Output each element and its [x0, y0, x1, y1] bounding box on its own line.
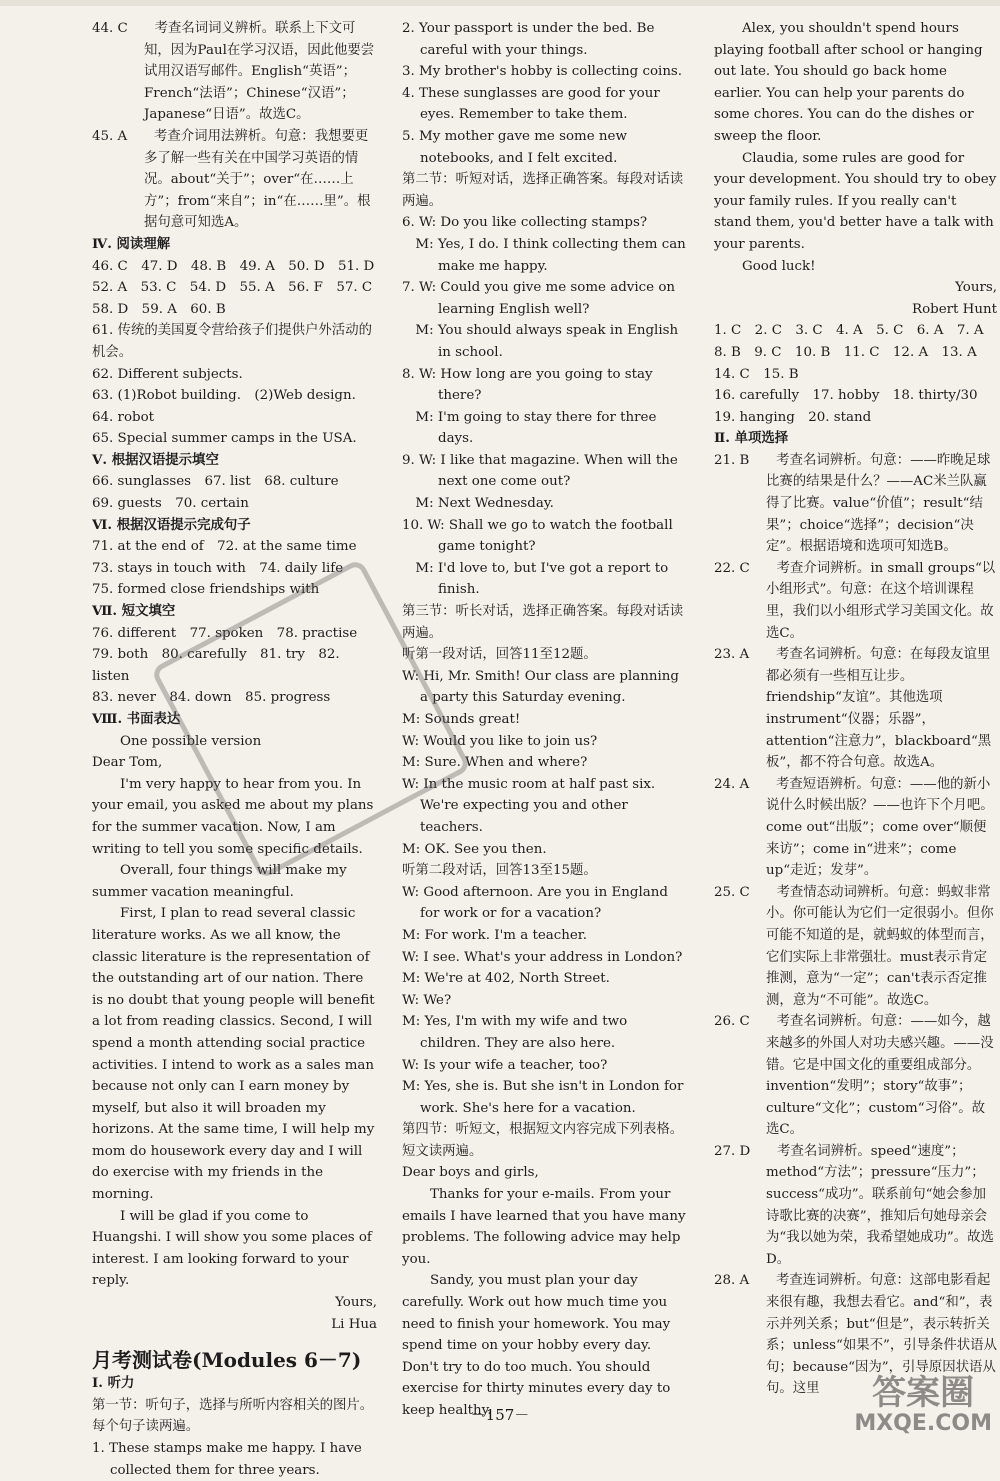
text-line: M: I'm going to stay there for three days. — [402, 409, 657, 447]
text-line: Ⅴ. 根据汉语提示填空 — [92, 451, 219, 468]
text-line: 71. at the end of 72. at the same time — [92, 539, 357, 555]
text-line: 19. hanging 20. stand — [714, 409, 872, 425]
text-line: 24. A 考查短语辨析。句意：——他的新小说什么时候出版？——也许下个月吧。come out“出版”；come over“顺便来访”；come in“进来”；come up“走近；发芽”。 — [714, 776, 994, 879]
text-line: 63. (1)Robot building. (2)Web design. — [92, 388, 356, 404]
text-line: 6. W: Do you like collecting stamps? — [402, 215, 648, 231]
text-line: 8. W: How long are you going to stay there? — [402, 366, 653, 404]
text-line: 64. robot — [92, 409, 155, 425]
scan-edge — [0, 0, 1000, 6]
text-line: 65. Special summer camps in the USA. — [92, 431, 357, 447]
text-line: 61. 传统的美国夏令营给孩子们提供户外活动的机会。 — [92, 323, 372, 360]
text-line: W: Is your wife a teacher, too? — [402, 1057, 608, 1073]
text-line: 69. guests 70. certain — [92, 496, 249, 512]
text-line: 月考测试卷(Modules 6－7) — [92, 1348, 362, 1373]
text-line: 52. A 53. C 54. D 55. A 56. F 57. C — [92, 280, 373, 296]
text-line: First, I plan to read several classic literature works. As we all know, the classic literature is the representation of the outstanding art of our nation. There is no doubt that young people will benefit a lot from reading classics. Second, I will spend a month attending social practice activities. I intend to work as a sales man because not only can I earn money by myself, but also it will broaden my horizons. At the same time, I will help my mom do housework every day and I will do exercise with my friends in the morning. — [92, 906, 375, 1203]
text-line: Yours, — [335, 1295, 377, 1311]
text-line: 75. formed close friendships with — [92, 582, 320, 598]
text-line: Ⅷ. 书面表达 — [92, 711, 181, 727]
text-line: Ⅰ. 听力 — [92, 1375, 135, 1392]
text-line: M: You should always speak in English in school. — [402, 323, 679, 360]
text-line: 5. My mother gave me some new notebooks, and I felt excited. — [402, 128, 627, 166]
text-line: W: I see. What's your address in London? — [402, 949, 683, 965]
text-line: 22. C 考查介词辨析。in small groups“以小组形式”。句意：在这个培训课程里，我们以小组形式学习美国文化。故选C。 — [714, 560, 996, 641]
text-line: Claudia, some rules are good for your development. You should try to obey your family rules. If you really can't stand them, you'd better have a talk with your parents. — [714, 150, 997, 252]
text-line: 10. W: Shall we go to watch the football game tonight? — [402, 517, 673, 555]
text-line: M: Yes, I'm with my wife and two children. They are also here. — [402, 1014, 628, 1051]
text-line: 66. sunglasses 67. list 68. culture — [92, 474, 339, 490]
text-line: W: Good afternoon. Are you in England for work or for a vacation? — [402, 884, 668, 922]
text-line: Good luck! — [742, 258, 816, 274]
text-line: Li Hua — [331, 1316, 377, 1332]
text-line: 83. never 84. down 85. progress — [92, 690, 331, 706]
text-line: W: We? — [402, 992, 452, 1008]
text-line: 79. both 80. carefully 81. try 82. listen — [92, 647, 340, 684]
text-line: 9. W: I like that magazine. When will the next one come out? — [402, 452, 678, 490]
text-line: 62. Different subjects. — [92, 366, 243, 382]
text-line: 4. These sunglasses are good for your eyes. Remember to take them. — [402, 85, 660, 123]
text-line: 第四节：听短文，根据短文内容完成下列表格。短文读两遍。 — [402, 1122, 684, 1159]
column-right — [714, 18, 997, 1400]
text-line: I'm very happy to hear from you. In your email, you asked me about my plans for the summer vacation. Now, I am writing to tell you some specific details. — [92, 776, 374, 857]
text-line: Ⅳ. 阅读理解 — [92, 235, 171, 252]
text-line: M: Next Wednesday. — [402, 496, 554, 512]
text-line: M: Yes, I do. I think collecting them can make me happy. — [402, 236, 686, 274]
text-line: 第一节：听句子，选择与所听内容相关的图片。每个句子读两遍。 — [92, 1397, 374, 1435]
text-line: W: In the music room at half past six. We're expecting you and other teachers. — [402, 776, 656, 835]
text-line: M: Sounds great! — [402, 712, 521, 727]
text-line: 3. My brother's hobby is collecting coins. — [402, 64, 683, 80]
text-line: 1. C 2. C 3. C 4. A 5. C 6. A 7. A — [714, 323, 984, 339]
text-line: 听第二段对话，回答13至15题。 — [402, 863, 597, 879]
text-line: 58. D 59. A 60. B — [92, 301, 226, 317]
text-line: Ⅶ. 短文填空 — [92, 603, 176, 620]
text-line: 23. A 考查名词辨析。句意：在每段友谊里都必须有一些相互让步。friendship“友谊”。其他选项instrument“仪器；乐器”，attention“注意力”，blackboard“黑板”，都不符合句意。故选A。 — [714, 647, 992, 771]
text-line: 45. A 考查介词用法辨析。句意：我想要更多了解一些有关在中国学习英语的情况。about“关于”；over“在……上方”；from“来自”；in“在……里”。根据句意可知选A。 — [92, 128, 371, 231]
watermark-top: 答案圈 — [872, 1373, 975, 1413]
text-line: 2. Your passport is under the bed. Be careful with your things. — [402, 21, 655, 58]
text-line: 44. C 考查名词词义辨析。联系上下文可知，因为Paul在学习汉语，因此他要尝试用汉语写邮件。English“英语”；French“法语”；Chinese“汉语”；Japanese“日语”。故选C。 — [92, 21, 375, 123]
text-line: One possible version — [120, 733, 262, 749]
text-line: 1. These stamps make me happy. I have collected them for three years. — [92, 1441, 362, 1478]
text-line: 25. C 考查情态动词辨析。句意：蚂蚁非常小。你可能认为它们一定很弱小。但你可能不知道的是，就蚂蚁的体型而言，它们实际上非常强壮。must表示肯定推测，意为“一定”；can't表示否定推测，意为“不可能”。故选C。 — [714, 884, 994, 1008]
text-line: 听第一段对话，回答11至12题。 — [402, 647, 597, 663]
text-line: 14. C 15. B — [714, 366, 799, 382]
text-line: 73. stays in touch with 74. daily life — [92, 560, 344, 576]
text-line: 第二节：听短对话，选择正确答案。每段对话读两遍。 — [402, 172, 684, 209]
text-line: W: Hi, Mr. Smith! Our class are planning a party this Saturday evening. — [402, 668, 679, 706]
text-line: Thanks for your e-mails. From your emails I have learned that you have many problems. The following advice may help you. — [402, 1187, 686, 1267]
text-line: 27. D 考查名词辨析。speed“速度”；method“方法”；pressure“压力”；success“成功”。联系前句“她会参加诗歌比赛的决赛”，推知后句她母亲会为“我以她为荣，我希望她成功”。故选D。 — [714, 1143, 994, 1267]
text-line: M: OK. See you then. — [402, 841, 547, 857]
text-line: M: I'd love to, but I've got a report to finish. — [402, 560, 669, 598]
text-line: 76. different 77. spoken 78. practise — [92, 625, 358, 641]
text-line: I will be glad if you come to Huangshi. I will show you some places of interest. I am looking forward to your reply. — [92, 1208, 372, 1289]
text-line: Ⅱ. 单项选择 — [714, 430, 789, 447]
text-line: 7. W: Could you give me some advice on learning English well? — [402, 280, 676, 317]
text-line: Alex, you shouldn't spend hours playing football after school or hanging out late. You should go back home earlier. You can help your parents do some chores. You can do the dishes or sweep the floor. — [714, 21, 983, 144]
text-line: M: Sure. When and where? — [402, 755, 588, 771]
text-line: 26. C 考查名词辨析。句意：——如今，越来越多的外国人对功夫感兴趣。——没错。它是中国文化的重要组成部分。invention“发明”；story“故事”；culture“文化”；custom“习俗”。故选C。 — [714, 1014, 994, 1138]
text-line: 46. C 47. D 48. B 49. A 50. D 51. D — [92, 258, 375, 274]
text-line: Dear boys and girls, — [402, 1165, 539, 1181]
watermark-logo — [854, 1374, 992, 1436]
text-line: 8. B 9. C 10. B 11. C 12. A 13. A — [714, 344, 977, 360]
text-line: 28. A 考查连词辨析。句意：这部电影看起来很有趣，我想去看它。and“和”，表示并列关系；but“但是”，表示转折关系；unless“如果不”，引导条件状语从句；because“因为”，引导原因状语从句。这里 — [714, 1273, 997, 1397]
text-line: Yours, — [955, 280, 997, 296]
watermark-bottom: MXQE.COM — [854, 1411, 992, 1436]
text-line: M: For work. I'm a teacher. — [402, 927, 587, 943]
text-line: 第三节：听长对话，选择正确答案。每段对话读两遍。 — [402, 604, 684, 641]
page-number: －157－ — [470, 1406, 530, 1424]
text-line: 16. carefully 17. hobby 18. thirty/30 — [714, 388, 978, 404]
text-line: M: Yes, she is. But she isn't in London for work. She's here for a vacation. — [402, 1079, 684, 1116]
text-line: Robert Hunt — [912, 301, 997, 317]
text-line: Sandy, you must plan your day carefully. Work out how much time you need to finish your homework. You may spend time on your hobby every day. Don't try to do too much. You should exercise for thirty minutes every day to keep healthy. — [402, 1273, 671, 1418]
text-line: M: We're at 402, North Street. — [402, 971, 610, 987]
text-line: Overall, four things will make my summer vacation meaningful. — [92, 863, 347, 900]
text-line: 21. B 考查名词辨析。句意：——昨晚足球比赛的结果是什么？——AC米兰队赢得了比赛。value“价值”；result“结果”；choice“选择”；decision“决定”。根据语境和选项可知选B。 — [714, 452, 991, 555]
text-line: W: Would you like to join us? — [402, 733, 598, 749]
text-line: Ⅵ. 根据汉语提示完成句子 — [92, 516, 251, 533]
text-line: Dear Tom, — [92, 755, 163, 771]
